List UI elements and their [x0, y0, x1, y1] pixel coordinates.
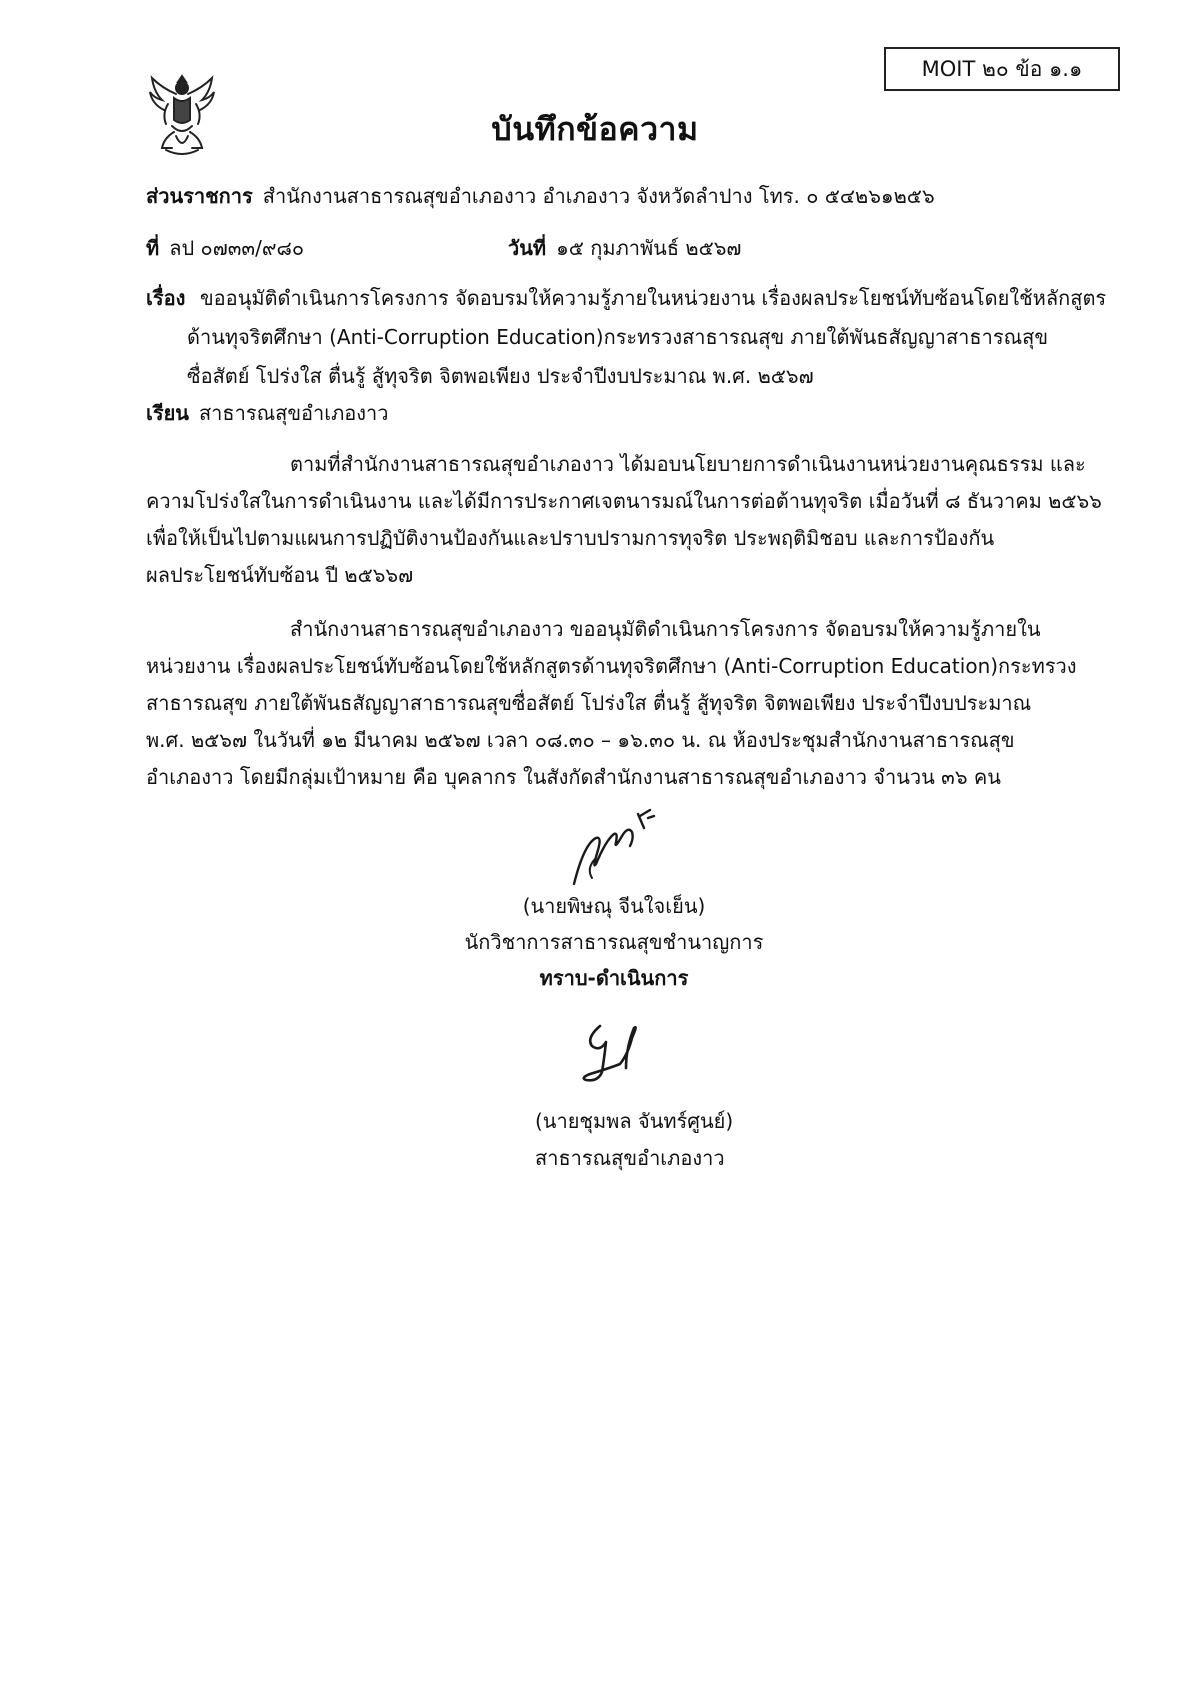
- paragraph-1-line: ความโปร่งใสในการดำเนินงาน และได้มีการประกาศเจตนารมณ์ในการต่อต้านทุจริต เมื่อวันที่ ๘ ธันวาคม ๒๕๖๖: [146, 489, 1102, 513]
- subject-line-3: ซื่อสัตย์ โปร่งใส ตื่นรู้ สู้ทุจริต จิตพอเพียง ประจำปีงบประมาณ พ.ศ. ๒๕๖๗: [187, 364, 814, 388]
- subject-line-1: ขออนุมัติดำเนินการโครงการ จัดอบรมให้ความรู้ภายในหน่วยงาน เรื่องผลประโยชน์ทับซ้อนโดยใช้หลักสูตร: [200, 286, 1107, 310]
- date-line: [508, 233, 741, 263]
- signatory-1-position: นักวิชาการสาธารณสุขชำนาญการ: [464, 930, 764, 954]
- paragraph-2-line: อำเภองาว โดยมีกลุ่มเป้าหมาย คือ บุคลากร ในสังกัดสำนักงานสาธารณสุขอำเภองาว จำนวน ๓๖ คน: [146, 765, 1001, 789]
- approval-note: ทราบ-ดำเนินการ: [539, 966, 689, 990]
- date-value: ๑๕ กุมภาพันธ์ ๒๕๖๗: [556, 236, 742, 260]
- paragraph-2-line: หน่วยงาน เรื่องผลประโยชน์ทับซ้อนโดยใช้หลักสูตรด้านทุจริตศึกษา (Anti-Corruption Education)กระทรวง: [146, 654, 1077, 678]
- to-label: เรียน: [146, 401, 189, 425]
- to-line: [146, 398, 389, 428]
- paragraph-1-line: ตามที่สำนักงานสาธารณสุขอำเภองาว ได้มอบนโยบายการดำเนินงานหน่วยงานคุณธรรม และ: [290, 452, 1086, 476]
- to-value: สาธารณสุขอำเภองาว: [198, 401, 389, 425]
- signatory-2-position: สาธารณสุขอำเภองาว: [535, 1146, 725, 1170]
- paragraph-1-line: เพื่อให้เป็นไปตามแผนการปฏิบัติงานป้องกันและปราบปรามการทุจริต ประพฤติมิชอบ และการป้องกัน: [146, 526, 995, 550]
- signature-1-icon: [566, 808, 666, 888]
- form-code-box: [884, 47, 1120, 91]
- signatory-1-name: (นายพิษณุ จีนใจเย็น): [522, 894, 706, 918]
- agency-value: สำนักงานสาธารณสุขอำเภองาว อำเภองาว จังหวัดลำปาง โทร. ๐ ๕๔๒๖๑๒๕๖: [262, 184, 935, 208]
- ref-value: ลป ๐๗๓๓/๙๘๐: [169, 236, 305, 260]
- date-label: วันที่: [508, 236, 547, 260]
- page-title: บันทึกข้อความ: [491, 110, 699, 148]
- signatory-2-name: (นายชุมพล จันทร์ศูนย์): [535, 1109, 734, 1133]
- body-paragraph-1: [146, 446, 1102, 594]
- ref-label: ที่: [146, 236, 160, 260]
- paragraph-2-line: สำนักงานสาธารณสุขอำเภองาว ขออนุมัติดำเนินการโครงการ จัดอบรมให้ความรู้ภายใน: [290, 617, 1041, 641]
- form-code: MOIT ๒๐ ข้อ ๑.๑: [921, 57, 1083, 81]
- signature-2-icon: [578, 1020, 658, 1088]
- paragraph-1-line: ผลประโยชน์ทับซ้อน ปี ๒๕๖๖๗: [146, 563, 414, 587]
- agency-line: [146, 181, 935, 211]
- body-paragraph-2: [146, 611, 1086, 796]
- paragraph-2-line: สาธารณสุข ภายใต้พันธสัญญาสาธารณสุขซื่อสัตย์ โปร่งใส ตื่นรู้ สู้ทุจริต จิตพอเพียง ประจำปีงบประมาณ: [146, 691, 1032, 715]
- paragraph-2-line: พ.ศ. ๒๕๖๗ ในวันที่ ๑๒ มีนาคม ๒๕๖๗ เวลา ๐๘.๓๐ – ๑๖.๓๐ น. ณ ห้องประชุมสำนักงานสาธารณสุข: [146, 728, 1015, 752]
- ref-line: [146, 233, 304, 263]
- subject-label: เรื่อง: [146, 286, 186, 310]
- agency-label: ส่วนราชการ: [146, 184, 253, 208]
- subject-line-2: ด้านทุจริตศึกษา (Anti-Corruption Education)กระทรวงสาธารณสุข ภายใต้พันธสัญญาสาธารณสุข: [187, 325, 1049, 349]
